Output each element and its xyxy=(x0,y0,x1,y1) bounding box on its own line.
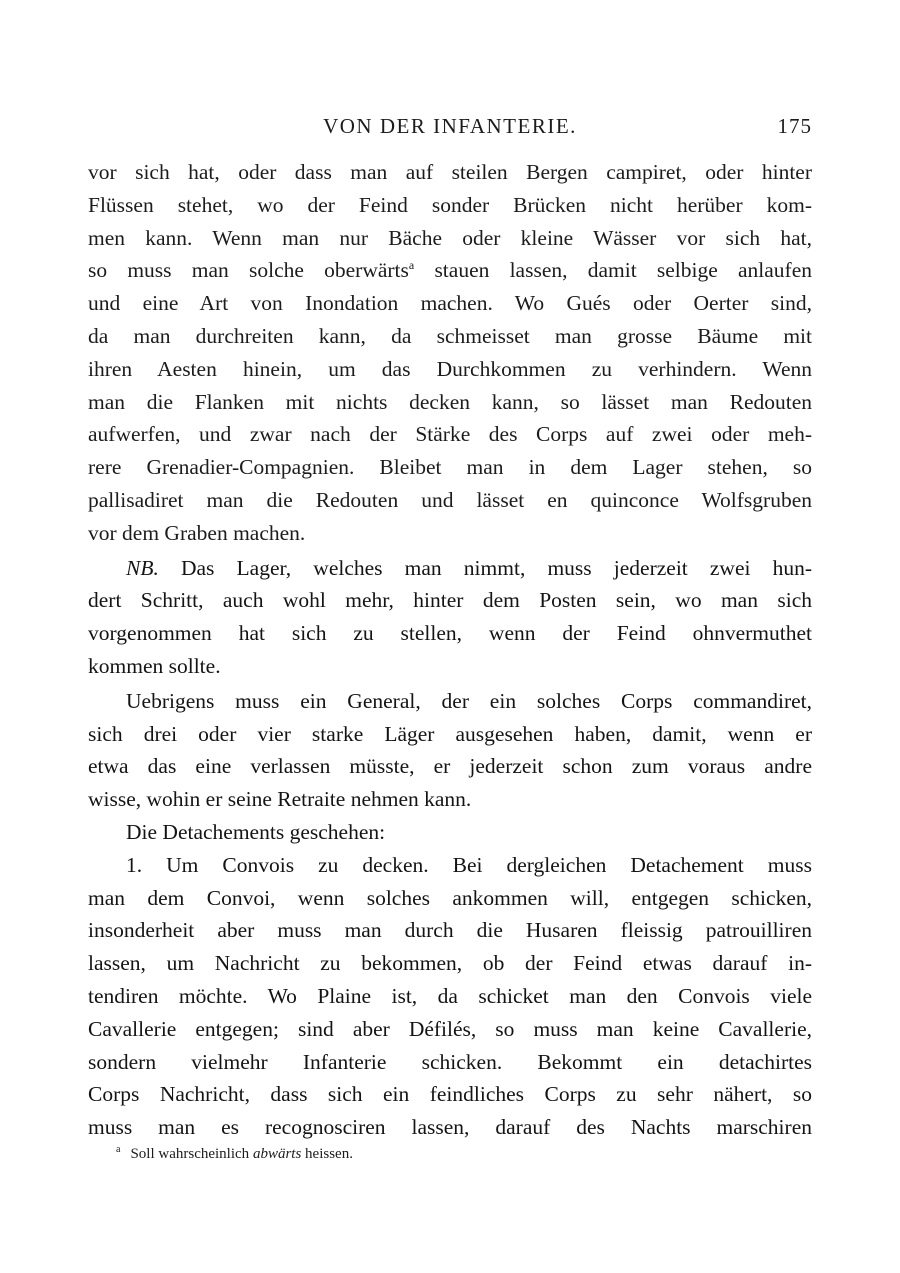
text-line: pallisadiret man die Redouten und lässet en quinconce Wolfsgruben xyxy=(88,487,812,512)
text-segment: stauen lassen, damit selbige anlaufen xyxy=(434,258,812,283)
text-line: lassen, um Nachricht zu bekommen, ob der Feind etwas darauf in- xyxy=(88,951,812,976)
text-line: vor dem Graben machen. xyxy=(88,520,306,545)
paragraph-3 xyxy=(88,685,812,816)
text-line: rere Grenadier-Compagnien. Bleibet man in dem Lager stehen, so xyxy=(88,455,812,480)
text-line: 1. Um Convois zu decken. Bei dergleichen Detachement muss xyxy=(126,852,812,877)
text-line: Uebrigens muss ein General, der ein solches Corps commandiret, xyxy=(126,688,812,713)
text-line: men kann. Wenn man nur Bäche oder kleine Wässer vor sich hat, xyxy=(88,225,812,250)
text-segment: so muss man solche oberwärts xyxy=(88,258,409,283)
footnote-mark: a xyxy=(116,1144,121,1155)
footnote-text-end: heissen. xyxy=(305,1146,353,1162)
text-line: etwa das eine verlassen müsste, er jederzeit schon zum voraus andre xyxy=(88,754,812,779)
text-line: tendiren möchte. Wo Plaine ist, da schicket man den Convois viele xyxy=(88,983,812,1008)
text-line: ihren Aesten hinein, um das Durchkommen zu verhindern. Wenn xyxy=(88,356,812,381)
text-line: Corps Nachricht, dass sich ein feindliches Corps zu sehr nähert, so xyxy=(88,1082,812,1107)
running-head xyxy=(88,112,812,144)
text-line: da man durchreiten kann, da schmeisset man grosse Bäume mit xyxy=(88,323,812,348)
text-line: muss man es recognosciren lassen, darauf des Nachts marschiren xyxy=(88,1115,812,1140)
chapter-title: VON DER INFANTERIE. xyxy=(323,114,577,138)
page-number: 175 xyxy=(777,114,812,138)
footnote-reference: a xyxy=(408,258,415,273)
text-line: aufwerfen, und zwar nach der Stärke des Corps auf zwei oder meh- xyxy=(88,422,812,447)
text-line: sich drei oder vier starke Läger ausgesehen haben, damit, wenn er xyxy=(88,721,812,746)
text-line: insonderheit aber muss man durch die Husaren fleissig patrouilliren xyxy=(88,918,812,943)
text-line: vorgenommen hat sich zu stellen, wenn der Feind ohnvermuthet xyxy=(88,621,812,646)
footnote xyxy=(116,1140,353,1164)
text-line: Cavallerie entgegen; sind aber Défilés, so muss man keine Cavallerie, xyxy=(88,1016,812,1041)
text-line xyxy=(88,254,812,287)
text-line: und eine Art von Inondation machen. Wo Gués oder Oerter sind, xyxy=(88,291,812,316)
footnote-text: Soll wahrscheinlich xyxy=(130,1146,250,1162)
nota-bene: NB. xyxy=(126,555,159,580)
text-line: Flüssen stehet, wo der Feind sonder Brücken nicht herüber kom- xyxy=(88,192,812,217)
paragraph-1 xyxy=(88,156,812,550)
text-line: man dem Convoi, wenn solches ankommen will, entgegen schicken, xyxy=(88,885,812,910)
paragraph-4 xyxy=(88,816,812,849)
text-line: dert Schritt, auch wohl mehr, hinter dem Posten sein, wo man sich xyxy=(88,588,812,613)
text-line: Die Detachements geschehen: xyxy=(126,819,386,844)
text-segment: Das Lager, welches man nimmt, muss jederzeit zwei hun- xyxy=(180,555,812,580)
text-line: wisse, wohin er seine Retraite nehmen kann. xyxy=(88,787,472,812)
paragraph-2 xyxy=(88,552,812,683)
text-line: man die Flanken mit nichts decken kann, so lässet man Redouten xyxy=(88,389,812,414)
text-line: sondern vielmehr Infanterie schicken. Bekommt ein detachirtes xyxy=(88,1049,812,1074)
paragraph-5 xyxy=(88,849,812,1144)
footnote-emphasis: abwärts xyxy=(252,1146,302,1162)
body-text xyxy=(88,156,812,1144)
text-line: kommen sollte. xyxy=(88,653,221,678)
text-line: vor sich hat, oder dass man auf steilen Bergen campiret, oder hinter xyxy=(88,160,812,184)
text-line xyxy=(88,552,812,585)
